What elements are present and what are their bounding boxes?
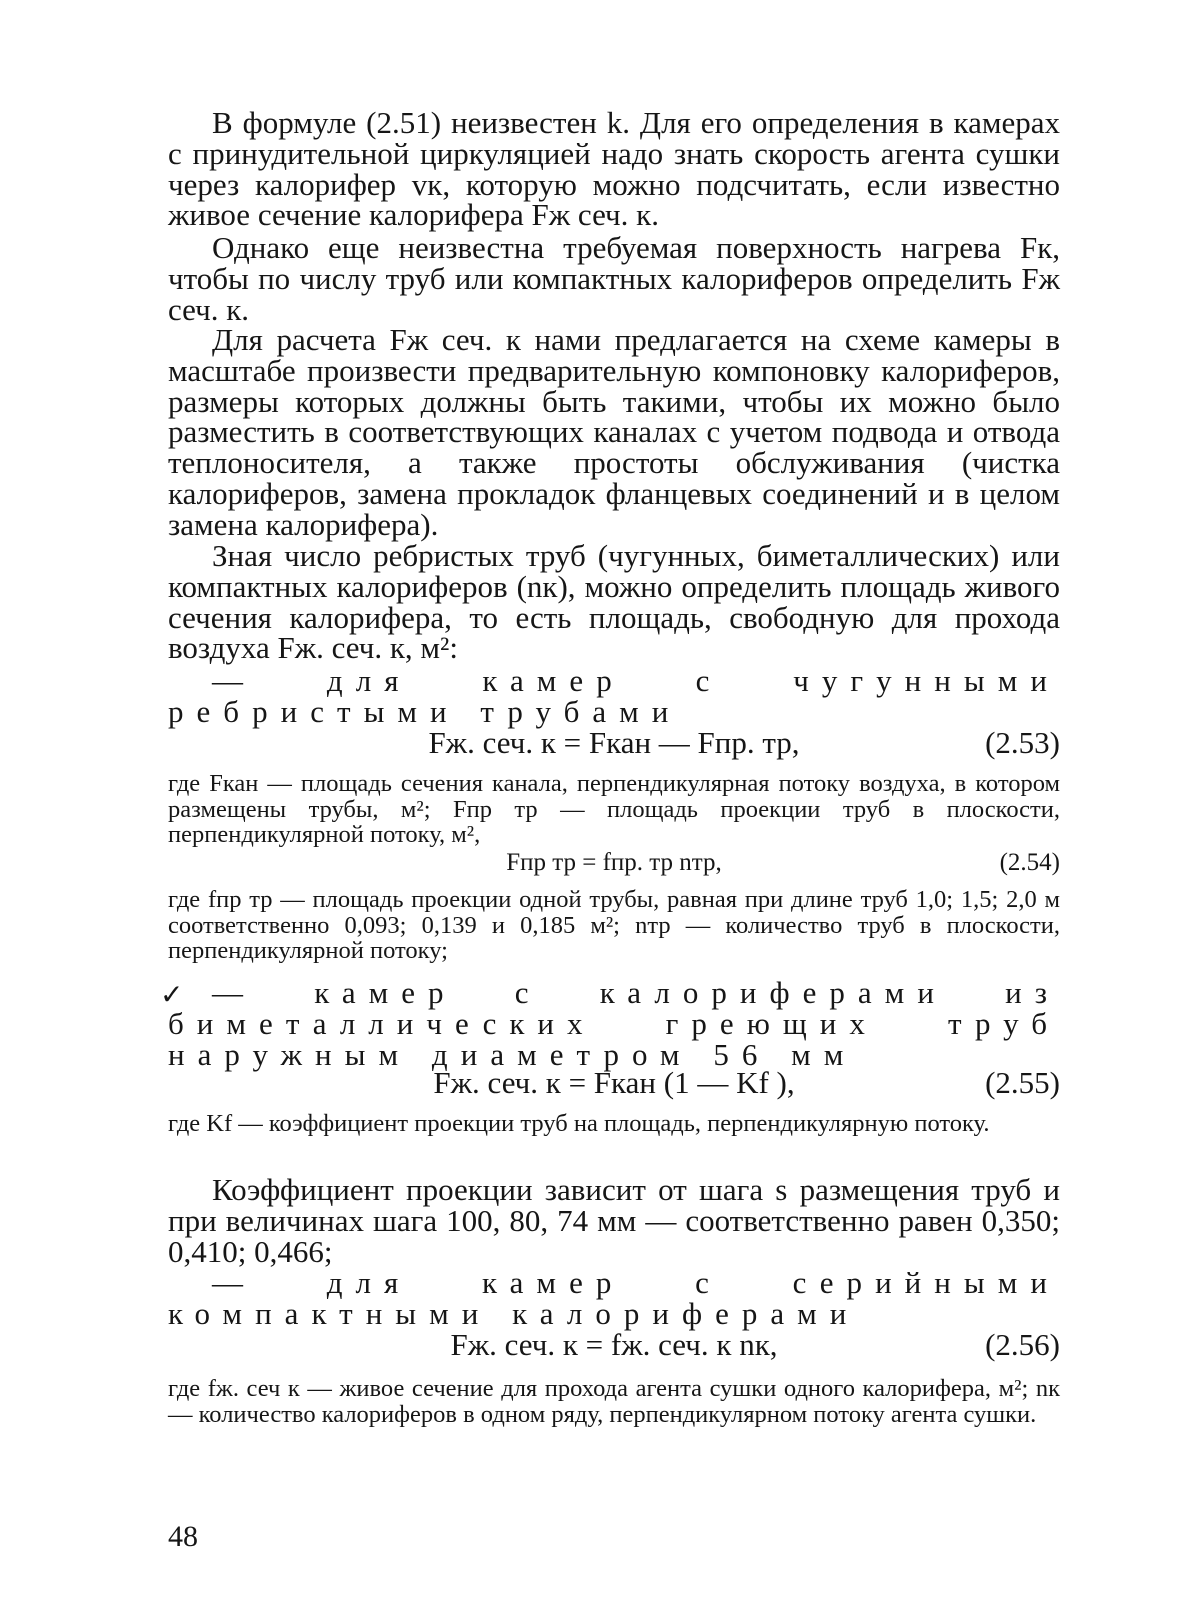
formula-expression: Fпр тр = fпр. тр nтр, <box>506 849 722 876</box>
paragraph-free-area: Зная число ребристых труб (чугунных, биметаллических) или компактных калориферов (nк), можно определить площадь живого сечения калорифера, то есть площадь, свободную для прохода воздуха Fж. сеч. к, м²: <box>168 538 1060 666</box>
paragraph-formula-251: В формуле (2.51) неизвестен k. Для его определения в камерах с принудительной циркуляцией надо знать скорость агента сушки через калорифер vк, которую можно подсчитать, если известно живое сечение калорифера Fж сеч. к. <box>168 105 1060 233</box>
case-cast-iron-tubes: — для камер с чугунными ребристыми трубами <box>168 663 1060 729</box>
note-tube-projection: где fпр тр — площадь проекции одной трубы, равная при длине труб 1,0; 1,5; 2,0 м соответственно 0,093; 0,139 и 0,185 м²; nтр — количество труб в плоскости, перпендикулярной потоку; <box>168 886 1060 964</box>
formula-2-55 <box>168 1066 1060 1100</box>
paragraph-layout-method: Для расчета Fж сеч. к нами предлагается на схеме камеры в масштабе произвести предварительную компоновку калориферов, размеры которых должны быть такими, чтобы их можно было разместить в соответствующих каналах с учетом подвода и отвода теплоносителя, а также простоты обслуживания (чистка калориферов, замена прокладок фланцевых соединений и в целом замена калорифера). <box>168 322 1060 542</box>
paragraph-coefficient-values: Коэффициент проекции зависит от шага s размещения труб и при величинах шага 100, 80, 74 мм — соответственно равен 0,350; 0,410; 0,466; <box>168 1172 1060 1269</box>
formula-expression: Fж. сеч. к = Fкан (1 — Kf ), <box>433 1065 795 1100</box>
note-channel-area: где Fкан — площадь сечения канала, перпендикулярная потоку воздуха, в котором размещены трубы, м²; Fпр тр — площадь проекции труб в плоскости, перпендикулярной потоку, м², <box>168 770 1060 848</box>
formula-2-56 <box>168 1328 1060 1362</box>
formula-number: (2.54) <box>999 849 1060 876</box>
formula-number: (2.53) <box>985 725 1060 760</box>
page-number: 48 <box>168 1520 198 1553</box>
case-bimetal-tubes: — камер с калориферами из биметаллических греющих труб наружным диаметром 56 мм <box>168 975 1060 1072</box>
note-projection-coefficient: где Kf — коэффициент проекции труб на площадь, перпендикулярную потоку. <box>168 1110 990 1137</box>
margin-check-mark: ✓ <box>160 980 184 1011</box>
formula-number: (2.55) <box>985 1065 1060 1100</box>
formula-number: (2.56) <box>985 1327 1060 1362</box>
formula-2-53 <box>168 726 1060 760</box>
paragraph-heating-surface: Однако еще неизвестна требуемая поверхность нагрева Fк, чтобы по числу труб или компактных калориферов определить Fж сеч. к. <box>168 230 1060 327</box>
note-heater-count: где fж. сеч к — живое сечение для прохода агента сушки одного калорифера, м²; nк — количество калориферов в одном ряду, перпендикулярном потоку агента сушки. <box>168 1375 1060 1428</box>
formula-2-54 <box>168 846 1060 880</box>
case-compact-heaters: — для камер с серийными компактными калориферами <box>168 1265 1060 1331</box>
formula-expression: Fж. сеч. к = Fкан — Fпр. тр, <box>428 725 800 760</box>
formula-expression: Fж. сеч. к = fж. сеч. к nк, <box>450 1327 778 1362</box>
